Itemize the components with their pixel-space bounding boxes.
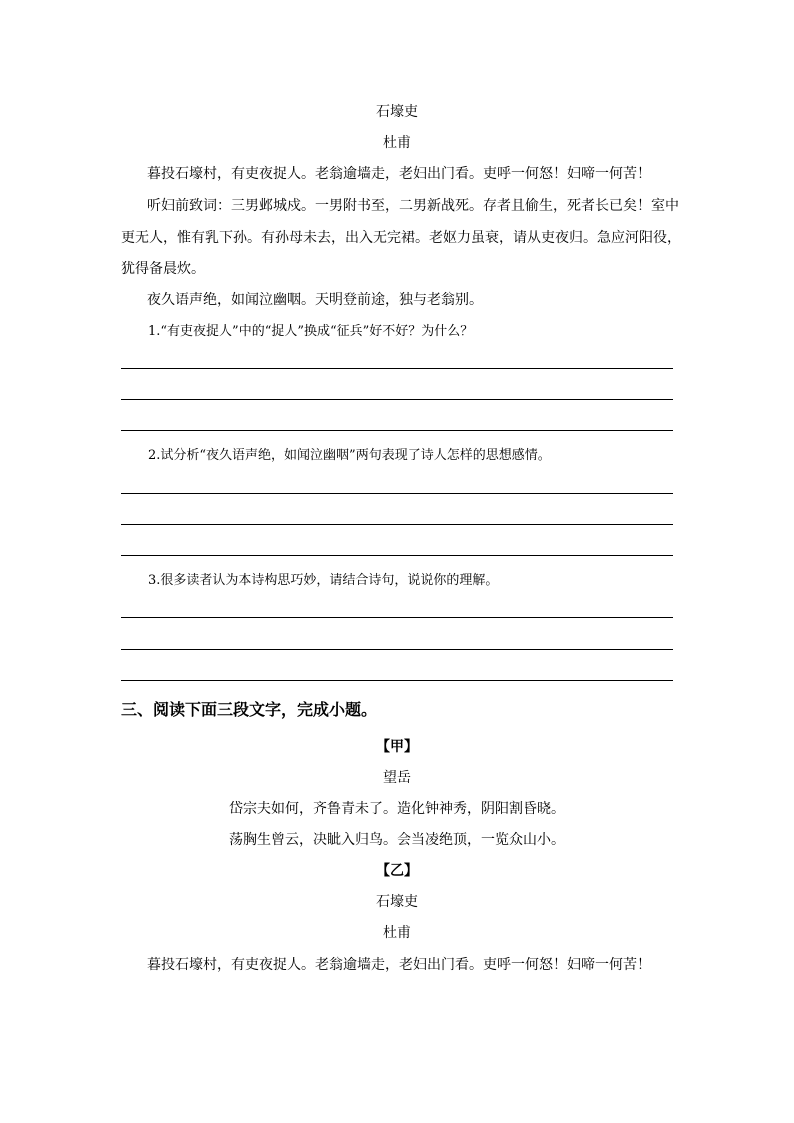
answer-line[interactable] (121, 368, 673, 369)
answer-line[interactable] (121, 555, 673, 556)
part-b-author: 杜甫 (383, 925, 411, 941)
poem-line: 犹得备晨炊。 (121, 261, 205, 277)
poem-title: 石壕吏 (376, 104, 418, 120)
answer-line[interactable] (121, 617, 673, 618)
part-b-line: 暮投石壕村，有吏夜捉人。老翁逾墙走，老妇出门看。吏呼一何怒！妇啼一何苦！ (147, 957, 651, 973)
part-a-title: 望岳 (383, 770, 411, 786)
poem-line: 听妇前致词：三男邺城戍。一男附书至，二男新战死。存者且偷生，死者长已矣！室中 (147, 198, 679, 214)
part-a-line: 荡胸生曾云，决眦入归鸟。会当凌绝顶，一览众山小。 (229, 832, 565, 848)
question-3: 3.很多读者认为本诗构思巧妙，请结合诗句，说说你的理解。 (148, 573, 499, 588)
poem-line: 夜久语声绝，如闻泣幽咽。天明登前途，独与老翁别。 (147, 292, 483, 308)
section-heading: 三、阅读下面三段文字，完成小题。 (121, 700, 378, 719)
answer-line[interactable] (121, 649, 673, 650)
question-1: 1.“有吏夜捉人”中的“捉人”换成“征兵”好不好？为什么？ (148, 324, 474, 339)
part-b-title: 石壕吏 (376, 894, 418, 910)
answer-line[interactable] (121, 493, 673, 494)
question-2: 2.试分析“夜久语声绝，如闻泣幽咽”两句表现了诗人怎样的思想感情。 (148, 448, 551, 463)
answer-line[interactable] (121, 430, 673, 431)
answer-line[interactable] (121, 399, 673, 400)
poem-line: 暮投石壕村，有吏夜捉人。老翁逾墙走，老妇出门看。吏呼一何怒！妇啼一何苦！ (147, 166, 651, 182)
poem-line: 更无人，惟有乳下孙。有孙母未去，出入无完裙。老妪力虽衰，请从吏夜归。急应河阳役， (121, 230, 681, 246)
part-b-marker: 【乙】 (376, 863, 418, 879)
answer-line[interactable] (121, 680, 673, 681)
part-a-line: 岱宗夫如何，齐鲁青未了。造化钟神秀，阴阳割昏晓。 (229, 801, 565, 817)
answer-line[interactable] (121, 524, 673, 525)
part-a-marker: 【甲】 (376, 739, 418, 755)
poem-author: 杜甫 (383, 135, 411, 151)
